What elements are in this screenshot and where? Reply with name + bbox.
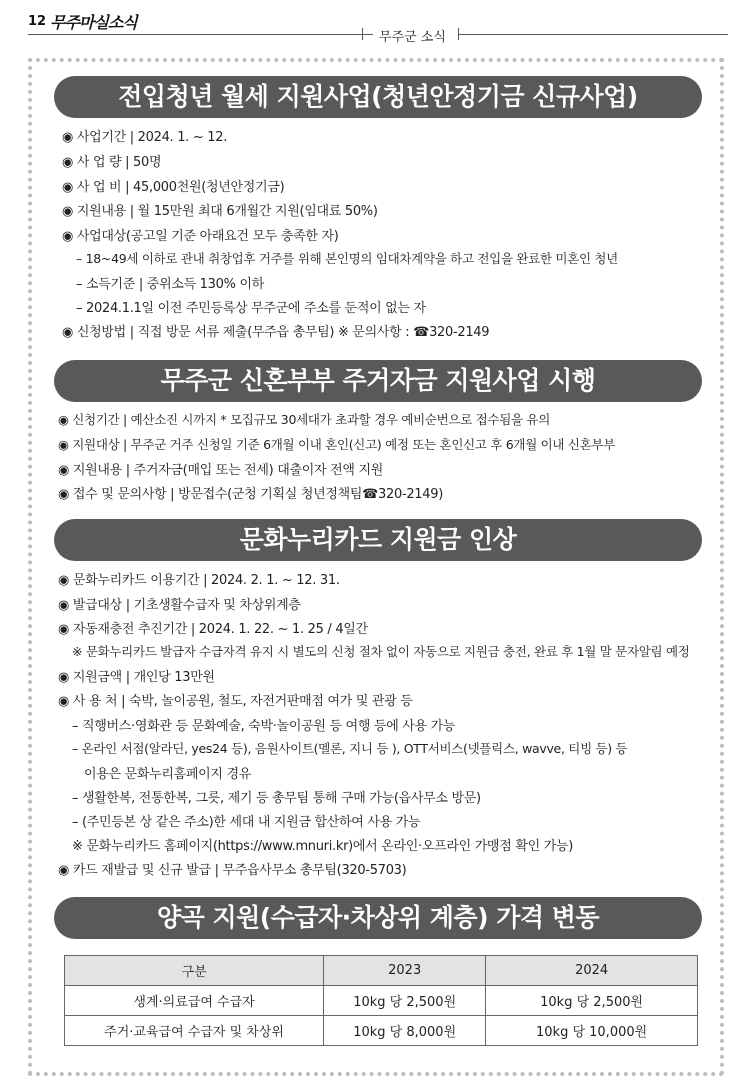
list-item: ◉ 발급대상 | 기초생활수급자 및 차상위계층 <box>58 598 301 613</box>
list-item: ◉ 사업대상(공고일 기준 아래요건 모두 충족한 자) <box>62 229 339 244</box>
table-row <box>65 1016 698 1046</box>
header-rule-right <box>458 34 728 35</box>
page-header <box>28 12 728 45</box>
table-header: 구분 <box>65 956 324 986</box>
list-item: ◉ 사업기간 | 2024. 1. ~ 12. <box>62 130 228 145</box>
newsletter-logo: 무주마실소식 <box>50 13 137 32</box>
table-cell: 주거·교육급여 수급자 및 차상위 <box>65 1016 324 1046</box>
list-subitem: – (주민등본 상 같은 주소)한 세대 내 지원금 합산하여 사용 가능 <box>72 815 421 830</box>
list-subitem: – 18~49세 이하로 관내 취창업후 거주를 위해 본인명의 임대차계약을 하고 전입을 완료한 미혼인 청년 <box>76 251 618 266</box>
list-subitem: – 온라인 서점(알라딘, yes24 등), 음원사이트(멜론, 지니 등 ), OTT서비스(넷플릭스, wavve, 티빙 등) 등 <box>72 741 628 756</box>
list-item: ◉ 지원내용 | 주거자금(매입 또는 전세) 대출이자 전액 지원 <box>58 463 384 478</box>
list-item: ◉ 지원내용 | 월 15만원 최대 6개월간 지원(임대료 50%) <box>62 204 378 219</box>
table-cell: 10kg 당 2,500원 <box>324 986 486 1016</box>
list-item: ◉ 신청기간 | 예산소진 시까지 * 모집규모 30세대가 초과할 경우 예비순번으로 접수됨을 유의 <box>58 412 550 427</box>
table-cell: 10kg 당 2,500원 <box>486 986 698 1016</box>
page-number: 12 <box>28 14 47 29</box>
list-item: ◉ 문화누리카드 이용기간 | 2024. 2. 1. ~ 12. 31. <box>58 573 340 588</box>
list-item: ◉ 신청방법 | 직접 방문 서류 제출(무주읍 총무팀) ※ 문의사항 : ☎320-2149 <box>62 325 490 340</box>
list-subitem: – 직행버스·영화관 등 문화예술, 숙박·놀이공원 등 여행 등에 사용 가능 <box>72 719 456 734</box>
table-header: 2024 <box>486 956 698 986</box>
section-title-culture-card: 문화누리카드 지원금 인상 <box>54 519 702 561</box>
list-subitem: – 2024.1.1일 이전 주민등록상 무주군에 주소를 둔적이 없는 자 <box>76 301 426 316</box>
list-item: ◉ 사 용 처 | 숙박, 놀이공원, 철도, 자전거판매점 여가 및 관광 등 <box>58 694 413 709</box>
section-title-grain-support: 양곡 지원(수급자·차상위 계층) 가격 변동 <box>54 897 702 939</box>
list-subitem: – 생활한복, 전통한복, 그릇, 제기 등 총무팀 통해 구매 가능(읍사무소 방문) <box>72 791 481 806</box>
list-item: ◉ 사 업 량 | 50명 <box>62 155 162 170</box>
list-item: ◉ 지원대상 | 무주군 거주 신청일 기준 6개월 이내 혼인(신고) 예정 또는 혼인신고 후 6개월 이내 신혼부부 <box>58 437 615 452</box>
list-item: ◉ 사 업 비 | 45,000천원(청년안정기금) <box>62 180 285 195</box>
table-cell: 10kg 당 8,000원 <box>324 1016 486 1046</box>
note-item: ※ 문화누리카드 발급자 수급자격 유지 시 별도의 신청 절차 없이 자동으로 지원금 충전, 완료 후 1월 말 문자알림 예정 <box>72 644 690 659</box>
note-item: ※ 문화누리카드 홈페이지(https://www.mnuri.kr)에서 온라인·오프라인 가맹점 확인 가능) <box>72 839 573 854</box>
section-title-youth-rent: 전입청년 월세 지원사업(청년안정기금 신규사업) <box>54 76 702 118</box>
section-name: 무주군 소식 <box>373 26 452 45</box>
section-title-newlywed-housing: 무주군 신혼부부 주거자금 지원사업 시행 <box>54 360 702 402</box>
table-row <box>65 986 698 1016</box>
table-cell: 생계·의료급여 수급자 <box>65 986 324 1016</box>
list-subitem-continued: 이용은 문화누리홈페이지 경유 <box>84 767 252 782</box>
header-rule-left <box>28 34 428 35</box>
table-header: 2023 <box>324 956 486 986</box>
table-cell: 10kg 당 10,000원 <box>486 1016 698 1046</box>
list-item: ◉ 카드 재발급 및 신규 발급 | 무주읍사무소 총무팀(320-5703) <box>58 863 407 878</box>
header-tick-left <box>362 28 363 40</box>
list-item: ◉ 자동재충전 추진기간 | 2024. 1. 22. ~ 1. 25 / 4일간 <box>58 622 368 637</box>
table-header-row <box>65 956 698 986</box>
list-item: ◉ 지원금액 | 개인당 13만원 <box>58 670 215 685</box>
list-item: ◉ 접수 및 문의사항 | 방문접수(군청 기획실 청년정책팀☎320-2149) <box>58 487 443 502</box>
list-subitem: – 소득기준 | 중위소득 130% 이하 <box>76 277 264 292</box>
grain-price-table <box>64 955 698 1046</box>
